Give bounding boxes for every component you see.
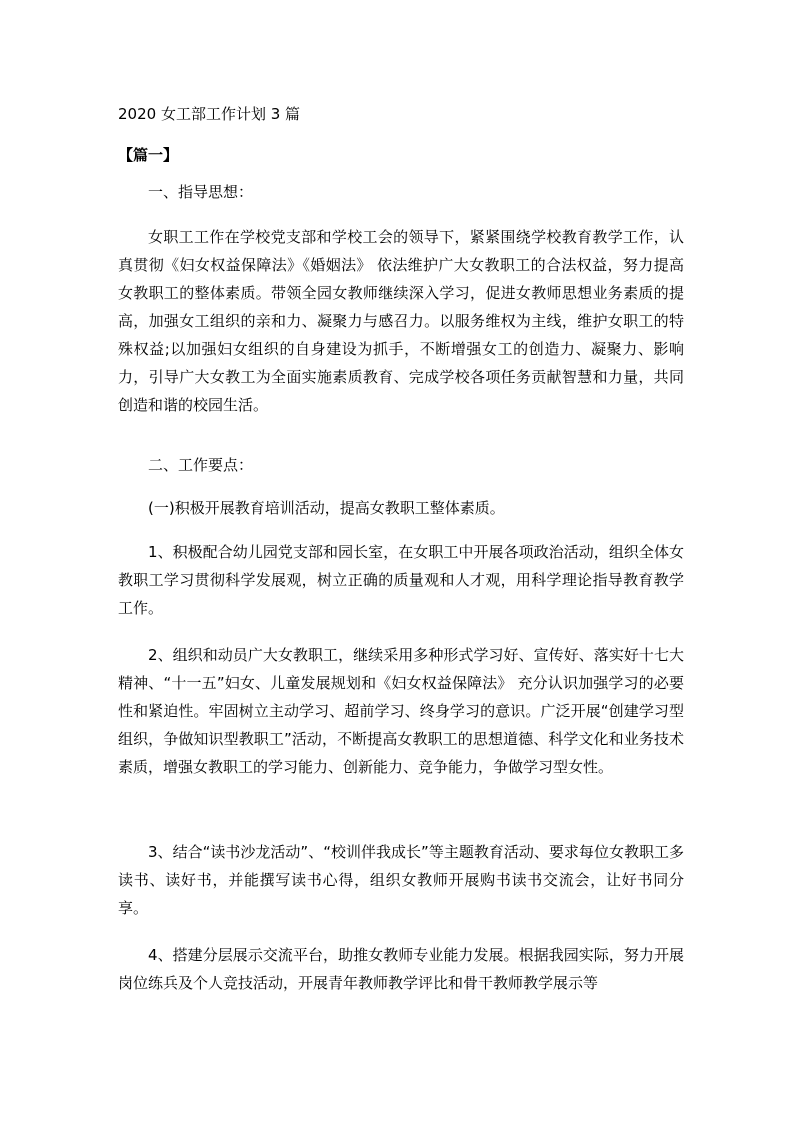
list-item-2: 2、组织和动员广大女教职工，继续采用多种形式学习好、宣传好、落实好十七大精神、“十一五”妇女、儿童发展规划和《妇女权益保障法》 充分认识加强学习的必要性和紧迫性。牢固树立主动学习、超前学习、终身学习的意识。广泛开展“创建学习型组织，争做知识型教职工”活动，不断提高女教职工的思想道德、科学文化和业务技术素质，增强女教职工的学习能力、创新能力、竞争能力，争做学习型女性。 xyxy=(118,646,684,776)
section-label: 【篇一】 xyxy=(118,146,179,164)
heading-guiding-ideology: 一、指导思想： xyxy=(148,183,254,201)
list-item-1: 1、积极配合幼儿园党支部和园长室，在女职工中开展各项政治活动，组织全体女教职工学习贯彻科学发展观，树立正确的质量观和人才观，用科学理论指导教育教学工作。 xyxy=(118,543,684,617)
subheading-training: (一)积极开展教育培训活动，提高女教职工整体素质。 xyxy=(148,499,505,517)
list-item-4: 4、搭建分层展示交流平台，助推女教师专业能力发展。根据我园实际，努力开展岗位练兵及个人竞技活动，开展青年教师教学评比和骨干教师教学展示等 xyxy=(118,946,684,992)
heading-work-points: 二、工作要点： xyxy=(148,456,254,474)
list-item-3: 3、结合“读书沙龙活动”、“校训伴我成长”等主题教育活动、要求每位女教职工多读书、读好书，并能撰写读书心得，组织女教师开展购书读书交流会，让好书同分享。 xyxy=(118,843,684,917)
paragraph-guiding-ideology: 女职工工作在学校党支部和学校工会的领导下，紧紧围绕学校教育教学工作，认真贯彻《妇女权益保障法》《婚姻法》 依法维护广大女教职工的合法权益，努力提高女教职工的整体素质。带领全园女教师继续深入学习，促进女教师思想业务素质的提高，加强女工组织的亲和力、凝聚力与感召力。以服务维权为主线，维护女职工的特殊权益;以加强妇女组织的自身建设为抓手，不断增强女工的创造力、凝聚力、影响力，引导广大女教工为全面实施素质教育、完成学校各项任务贡献智慧和力量，共同创造和谐的校园生活。 xyxy=(118,228,684,414)
document-title: 2020 女工部工作计划 3 篇 xyxy=(118,105,301,123)
